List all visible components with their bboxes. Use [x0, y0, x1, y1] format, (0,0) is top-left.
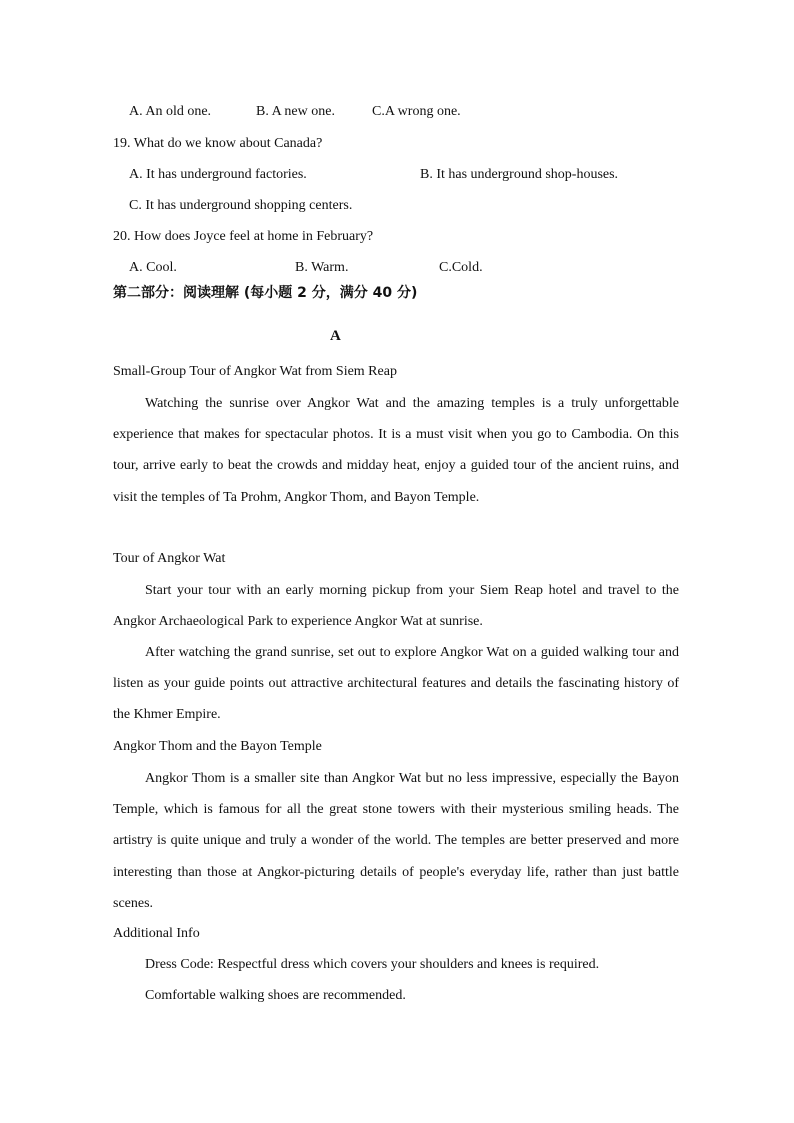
passage-label: A	[330, 328, 341, 344]
section2-title: Angkor Thom and the Bayon Temple	[113, 739, 322, 754]
section2-paragraph-1	[113, 763, 679, 919]
q20-option-c: C.Cold.	[439, 260, 483, 275]
q18-option-b: B. A new one.	[256, 104, 335, 119]
section3-title: Additional Info	[113, 926, 200, 941]
q20-option-b: B. Warm.	[295, 260, 349, 275]
part2-heading: 第二部分：阅读理解 (每小题 2 分，满分 40 分)	[113, 285, 418, 301]
q19-question: 19. What do we know about Canada?	[113, 136, 323, 151]
q19-option-a: A. It has underground factories.	[129, 167, 307, 182]
article-title: Small-Group Tour of Angkor Wat from Siem Reap	[113, 364, 397, 379]
article-intro-text: Watching the sunrise over Angkor Wat and the amazing temples is a truly unforgettable experience that makes for spectacular photos. It is a must visit when you go to Cambodia. On this tour, arrive early to beat the crowds and midday heat, enjoy a guided tour of the ancient ruins, and visit the temples of Ta Prohm, Angkor Thom, and Bayon Temple.	[113, 396, 679, 505]
section1-paragraph-2	[113, 637, 679, 731]
article-intro-paragraph	[113, 388, 679, 513]
q19-option-c: C. It has underground shopping centers.	[129, 198, 353, 213]
q18-option-a: A. An old one.	[129, 104, 212, 119]
q20-question: 20. How does Joyce feel at home in February?	[113, 229, 374, 244]
section1-title: Tour of Angkor Wat	[113, 551, 226, 566]
dress-code-line: Dress Code: Respectful dress which covers your shoulders and knees is required.	[145, 957, 600, 972]
section1-paragraph-2-text: After watching the grand sunrise, set out to explore Angkor Wat on a guided walking tour and listen as your guide points out attractive architectural features and details the fascinating history of the Khmer Empire.	[113, 645, 679, 723]
section1-paragraph-1-text: Start your tour with an early morning pickup from your Siem Reap hotel and travel to the Angkor Archaeological Park to experience Angkor Wat at sunrise.	[113, 583, 679, 630]
q19-option-b: B. It has underground shop-houses.	[420, 167, 619, 182]
section2-paragraph-1-text: Angkor Thom is a smaller site than Angkor Wat but no less impressive, especially the Bayon Temple, which is famous for all the great stone towers with their mysterious smiling heads. The artistry is quite unique and truly a wonder of the world. The temples are better preserved and more interesting than those at Angkor-picturing details of people's everyday life, rather than just battle scenes.	[113, 771, 679, 911]
q20-option-a: A. Cool.	[129, 260, 177, 275]
section1-paragraph-1	[113, 575, 679, 637]
shoes-line: Comfortable walking shoes are recommended.	[145, 988, 406, 1003]
q18-option-c: C.A wrong one.	[372, 104, 461, 119]
